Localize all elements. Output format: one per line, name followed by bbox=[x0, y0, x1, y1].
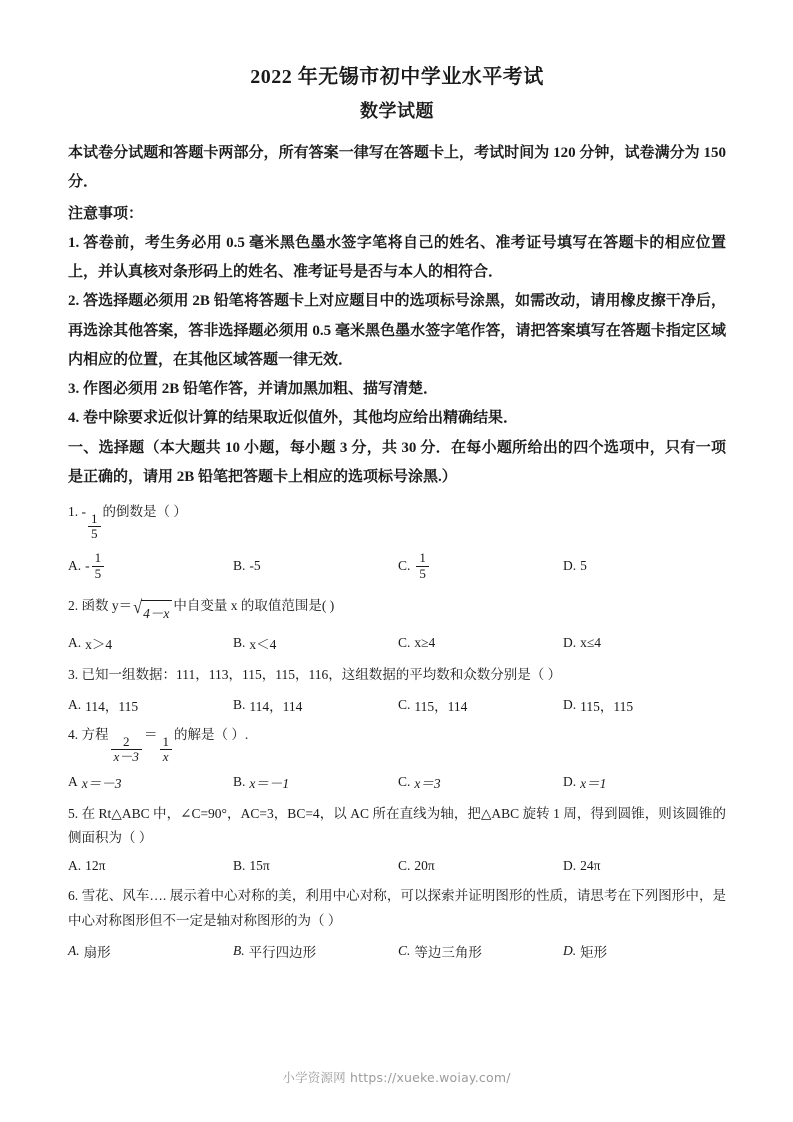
option-letter: C. bbox=[398, 773, 411, 789]
notice-heading: 注意事项： bbox=[68, 205, 144, 222]
fraction-denominator: 5 bbox=[92, 566, 105, 581]
option-text: 矩形 bbox=[580, 945, 608, 961]
question-1-stem bbox=[68, 502, 726, 541]
question-6-text: 雪花、风车…. 展示着中心对称的美，利用中心对称，可以探索并证明图形的性质，请思考在下列图形中，是中心对称图形但不一定是轴对称图形的为（ ） bbox=[68, 888, 727, 929]
page-subtitle: 数学试题 bbox=[360, 101, 434, 121]
option-text: x＝－1 bbox=[249, 775, 290, 791]
question-1-tail: 的倒数是（ ） bbox=[102, 504, 187, 519]
equals-sign: ＝ bbox=[143, 727, 158, 743]
option-fraction bbox=[92, 551, 105, 580]
option-text: 平行四边形 bbox=[248, 945, 317, 961]
option-text: 扇形 bbox=[83, 945, 111, 961]
question-4-tail: 的解是（ ）. bbox=[173, 727, 249, 743]
option-letter: C. bbox=[398, 635, 411, 651]
option-1-b[interactable] bbox=[233, 548, 398, 584]
option-6-b[interactable] bbox=[233, 941, 398, 961]
option-4-d[interactable] bbox=[563, 772, 728, 792]
question-5-options bbox=[68, 858, 726, 874]
option-text: 24π bbox=[580, 858, 601, 874]
question-4-head: 方程 bbox=[81, 727, 109, 743]
question-5-number: 5. bbox=[68, 805, 79, 821]
question-2-head: 函数 y＝ bbox=[81, 598, 133, 614]
option-letter: D. bbox=[563, 858, 577, 874]
option-1-a[interactable] bbox=[68, 548, 233, 584]
question-6-options bbox=[68, 941, 726, 961]
option-4-c[interactable] bbox=[398, 772, 563, 792]
question-1-number: 1. bbox=[68, 504, 79, 519]
radical-sign: √ bbox=[133, 595, 143, 617]
question-3 bbox=[68, 663, 726, 715]
option-sign: - bbox=[85, 558, 90, 574]
option-text: 115，114 bbox=[414, 699, 468, 715]
question-3-text: 已知一组数据：111，113，115，115，116，这组数据的平均数和众数分别是（ ） bbox=[81, 667, 562, 683]
fraction-numerator: 2 bbox=[122, 734, 130, 750]
option-6-d[interactable] bbox=[563, 941, 728, 961]
question-2-stem bbox=[68, 594, 726, 626]
option-letter: B. bbox=[233, 697, 246, 713]
question-4-fraction-right bbox=[159, 735, 172, 764]
option-2-a[interactable] bbox=[68, 633, 233, 653]
option-text: 15π bbox=[249, 858, 270, 874]
page-title: 2022 年无锡市初中学业水平考试 bbox=[250, 66, 544, 88]
option-text: -5 bbox=[249, 558, 261, 574]
option-letter: C. bbox=[398, 858, 411, 874]
option-4-a[interactable] bbox=[68, 772, 233, 792]
question-3-options bbox=[68, 695, 726, 715]
option-text: 12π bbox=[85, 858, 106, 874]
fraction-numerator: 1 bbox=[419, 550, 426, 566]
option-letter: C. bbox=[398, 943, 411, 959]
option-text: x＜4 bbox=[249, 637, 277, 653]
notice-item-3: 3. 作图必须用 2B 铅笔作答，并请加黑加粗、描写清楚． bbox=[68, 381, 439, 397]
fraction-denominator: 5 bbox=[416, 566, 429, 581]
fraction-numerator: 1 bbox=[162, 734, 169, 750]
fraction-denominator: 5 bbox=[88, 526, 101, 541]
question-6-number: 6. bbox=[68, 888, 79, 904]
question-4-options bbox=[68, 772, 726, 792]
option-text: 114，115 bbox=[85, 699, 139, 715]
option-text: x≤4 bbox=[580, 635, 602, 651]
option-letter: B. bbox=[233, 858, 246, 874]
option-5-a[interactable] bbox=[68, 858, 233, 874]
option-text: 5 bbox=[580, 558, 587, 574]
fraction-numerator: 1 bbox=[91, 510, 98, 526]
question-4 bbox=[68, 725, 726, 791]
fraction-denominator: x bbox=[160, 749, 172, 764]
question-2-tail: 中自变量 x 的取值范围是( ) bbox=[173, 598, 335, 614]
question-1-sign: - bbox=[81, 504, 86, 519]
option-letter: A. bbox=[68, 558, 82, 574]
question-2-options bbox=[68, 633, 726, 653]
question-6 bbox=[68, 884, 726, 961]
option-letter: A. bbox=[68, 858, 82, 874]
question-4-stem bbox=[68, 725, 726, 764]
option-text: 等边三角形 bbox=[414, 945, 482, 961]
option-letter: C. bbox=[398, 697, 411, 713]
option-3-d[interactable] bbox=[563, 695, 728, 715]
option-letter: C. bbox=[398, 558, 411, 574]
option-text: 115，115 bbox=[580, 699, 634, 715]
square-root-icon bbox=[133, 595, 172, 627]
option-letter: D. bbox=[563, 635, 577, 651]
option-3-a[interactable] bbox=[68, 695, 233, 715]
option-3-b[interactable] bbox=[233, 695, 398, 715]
option-text: x＞4 bbox=[85, 637, 113, 653]
option-1-c[interactable] bbox=[398, 548, 563, 584]
watermark: 小学资源网 https://xueke.woiay.com/ bbox=[282, 1070, 511, 1085]
option-letter: A bbox=[68, 773, 78, 789]
option-1-d[interactable] bbox=[563, 548, 728, 584]
option-letter: D. bbox=[563, 697, 577, 713]
option-2-b[interactable] bbox=[233, 633, 398, 653]
option-6-c[interactable] bbox=[398, 941, 563, 961]
option-5-b[interactable] bbox=[233, 858, 398, 874]
question-1-options bbox=[68, 548, 726, 584]
option-6-a[interactable] bbox=[68, 941, 233, 961]
notice-item-4: 4. 卷中除要求近似计算的结果取近似值外，其他均应给出精确结果． bbox=[68, 410, 519, 427]
question-6-stem bbox=[68, 884, 726, 934]
option-text: x≥4 bbox=[414, 635, 436, 651]
option-4-b[interactable] bbox=[233, 772, 398, 792]
option-2-d[interactable] bbox=[563, 633, 728, 653]
option-text: 114，114 bbox=[249, 699, 303, 715]
option-letter: A. bbox=[68, 697, 82, 713]
notice-item-1: 1. 答卷前，考生务必用 0.5 毫米黑色墨水签字笔将自己的姓名、准考证号填写在答题卡的相应位置上，并认真核对条形码上的姓名、准考证号是否与本人的相符合． bbox=[68, 234, 726, 280]
page-content bbox=[68, 62, 726, 961]
option-letter: A. bbox=[68, 635, 82, 651]
option-letter: B. bbox=[233, 558, 246, 574]
question-5-text: 在 Rt△ABC 中，∠C=90°，AC=3，BC=4，以 AC 所在直线为轴，把△ABC 旋转 1 周，得到圆锥，则该圆锥的侧面积为（ ） bbox=[68, 805, 726, 846]
option-2-c[interactable] bbox=[398, 633, 563, 653]
question-2-number: 2. bbox=[68, 598, 79, 614]
fraction-numerator: 1 bbox=[94, 550, 102, 566]
option-letter: D. bbox=[563, 558, 577, 574]
question-1-fraction bbox=[88, 512, 101, 541]
question-4-number: 4. bbox=[68, 727, 79, 743]
option-letter: D. bbox=[563, 943, 577, 959]
option-letter: D. bbox=[563, 773, 577, 789]
question-2 bbox=[68, 594, 726, 653]
option-letter: A. bbox=[68, 943, 80, 959]
option-5-c[interactable] bbox=[398, 858, 563, 874]
section-heading-choice: 一、选择题（本大题共 10 小题，每小题 3 分，共 30 分．在每小题所给出的四个选项中，只有一项是正确的，请用 2B 铅笔把答题卡上相应的选项标号涂黑.） bbox=[68, 439, 726, 485]
option-text: x＝1 bbox=[580, 775, 607, 791]
option-letter: B. bbox=[233, 635, 246, 651]
question-5-stem bbox=[68, 802, 726, 852]
option-text: x＝－3 bbox=[81, 775, 122, 791]
option-3-c[interactable] bbox=[398, 695, 563, 715]
option-fraction bbox=[416, 551, 429, 580]
question-1 bbox=[68, 502, 726, 584]
notice-item-2: 2. 答选择题必须用 2B 铅笔将答题卡上对应题目中的选项标号涂黑，如需改动，请用橡皮擦干净后，再选涂其他答案，答非选择题必须用 0.5 毫米黑色墨水签字笔作答，请把答案填写在答题卡指定区域内相应的位置，在其他区域答题一律无效． bbox=[68, 293, 726, 368]
option-letter: B. bbox=[233, 773, 246, 789]
option-text: x＝3 bbox=[414, 775, 441, 791]
option-text: 20π bbox=[414, 858, 435, 874]
question-3-stem bbox=[68, 663, 726, 688]
option-letter: B. bbox=[233, 943, 245, 959]
option-5-d[interactable] bbox=[563, 858, 728, 874]
fraction-denominator: x－3 bbox=[111, 749, 142, 764]
question-3-number: 3. bbox=[68, 667, 79, 683]
radicand: 4－x bbox=[141, 600, 172, 627]
question-5 bbox=[68, 802, 726, 875]
intro-paragraph: 本试卷分试题和答题卡两部分，所有答案一律写在答题卡上，考试时间为 120 分钟，试卷满分为 150 分． bbox=[68, 145, 726, 191]
question-4-fraction-left bbox=[111, 735, 142, 764]
